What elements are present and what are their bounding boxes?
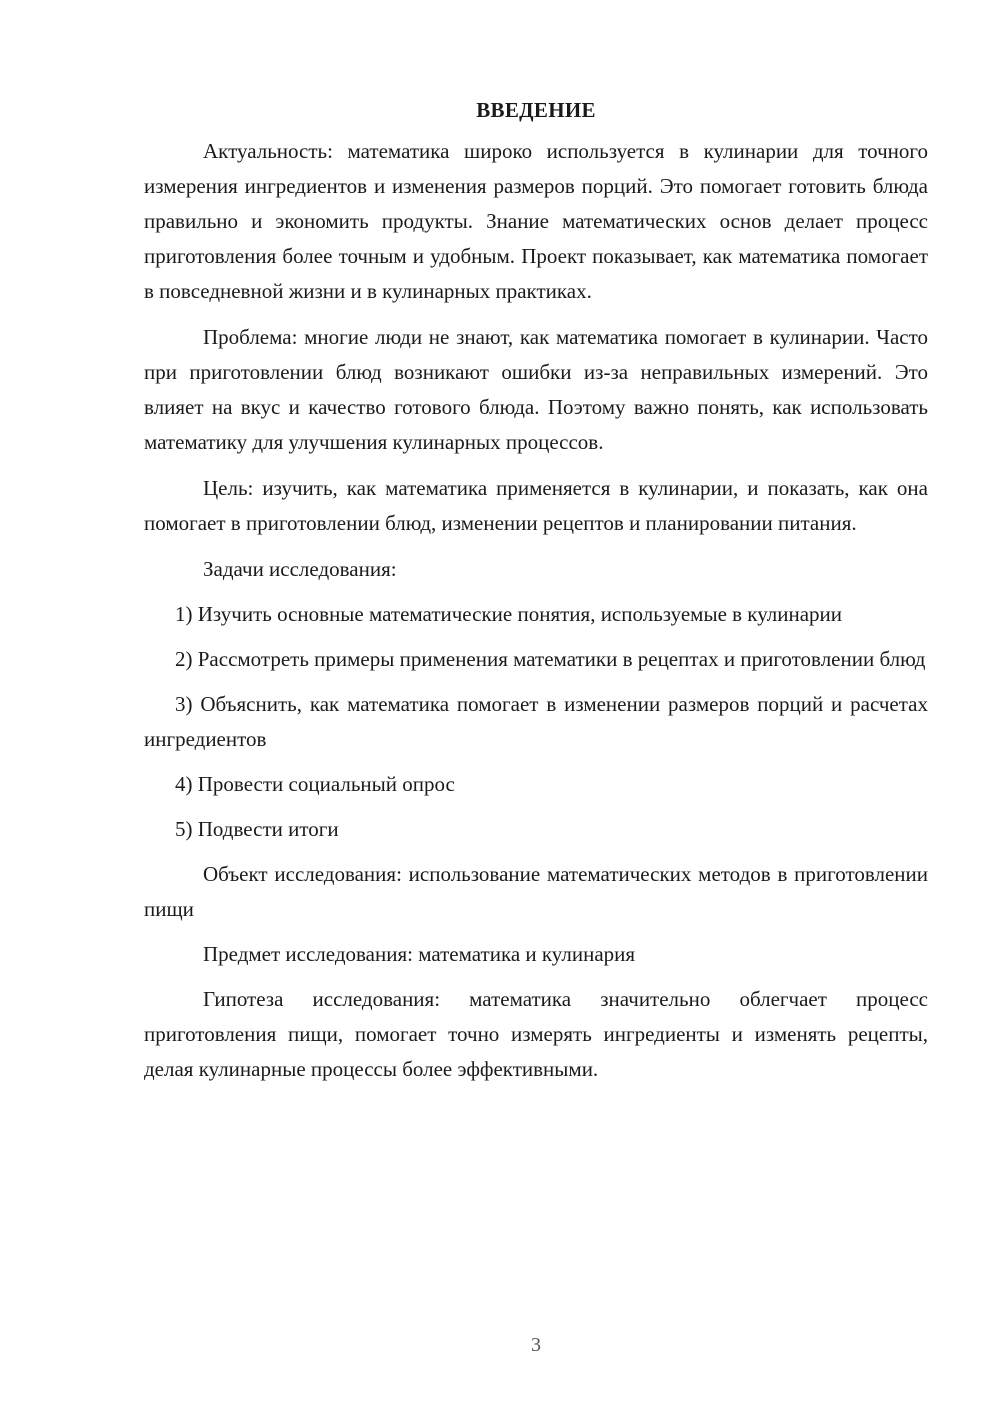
document-page <box>144 92 928 1087</box>
subject-paragraph: Предмет исследования: математика и кулинария <box>203 942 636 966</box>
task-item: 3) Объяснить, как математика помогает в изменении размеров порций и расчетах ингредиентов <box>144 692 928 751</box>
task-item: 4) Провести социальный опрос <box>175 772 455 796</box>
goal-paragraph: Цель: изучить, как математика применяется в кулинарии, и показать, как она помогает в приготовлении блюд, изменении рецептов и планировании питания. <box>144 476 928 535</box>
object-paragraph: Объект исследования: использование математических методов в приготовлении пищи <box>144 862 928 921</box>
hypothesis-paragraph: Гипотеза исследования: математика значительно облегчает процесс приготовления пищи, помогает точно измерять ингредиенты и изменять рецепты, делая кулинарные процессы более эффективными. <box>144 987 928 1081</box>
task-item: 2) Рассмотреть примеры применения математики в рецептах и приготовлении блюд <box>175 647 926 671</box>
problem-paragraph: Проблема: многие люди не знают, как математика помогает в кулинарии. Часто при приготовлении блюд возникают ошибки из-за неправильных измерений. Это влияет на вкус и качество готового блюда. Поэтому важно понять, как использовать математику для улучшения кулинарных процессов. <box>144 325 928 454</box>
task-item: 1) Изучить основные математические понятия, используемые в кулинарии <box>175 602 843 626</box>
task-item: 5) Подвести итоги <box>175 817 339 841</box>
section-title: ВВЕДЕНИЕ <box>476 98 596 122</box>
relevance-paragraph: Актуальность: математика широко используется в кулинарии для точного измерения ингредиентов и изменения размеров порций. Это помогает готовить блюда правильно и экономить продукты. Знание математических основ делает процесс приготовления более точным и удобным. Проект показывает, как математика помогает в повседневной жизни и в кулинарных практиках. <box>144 139 928 303</box>
page-number: 3 <box>531 1334 541 1356</box>
tasks-heading: Задачи исследования: <box>203 557 397 581</box>
